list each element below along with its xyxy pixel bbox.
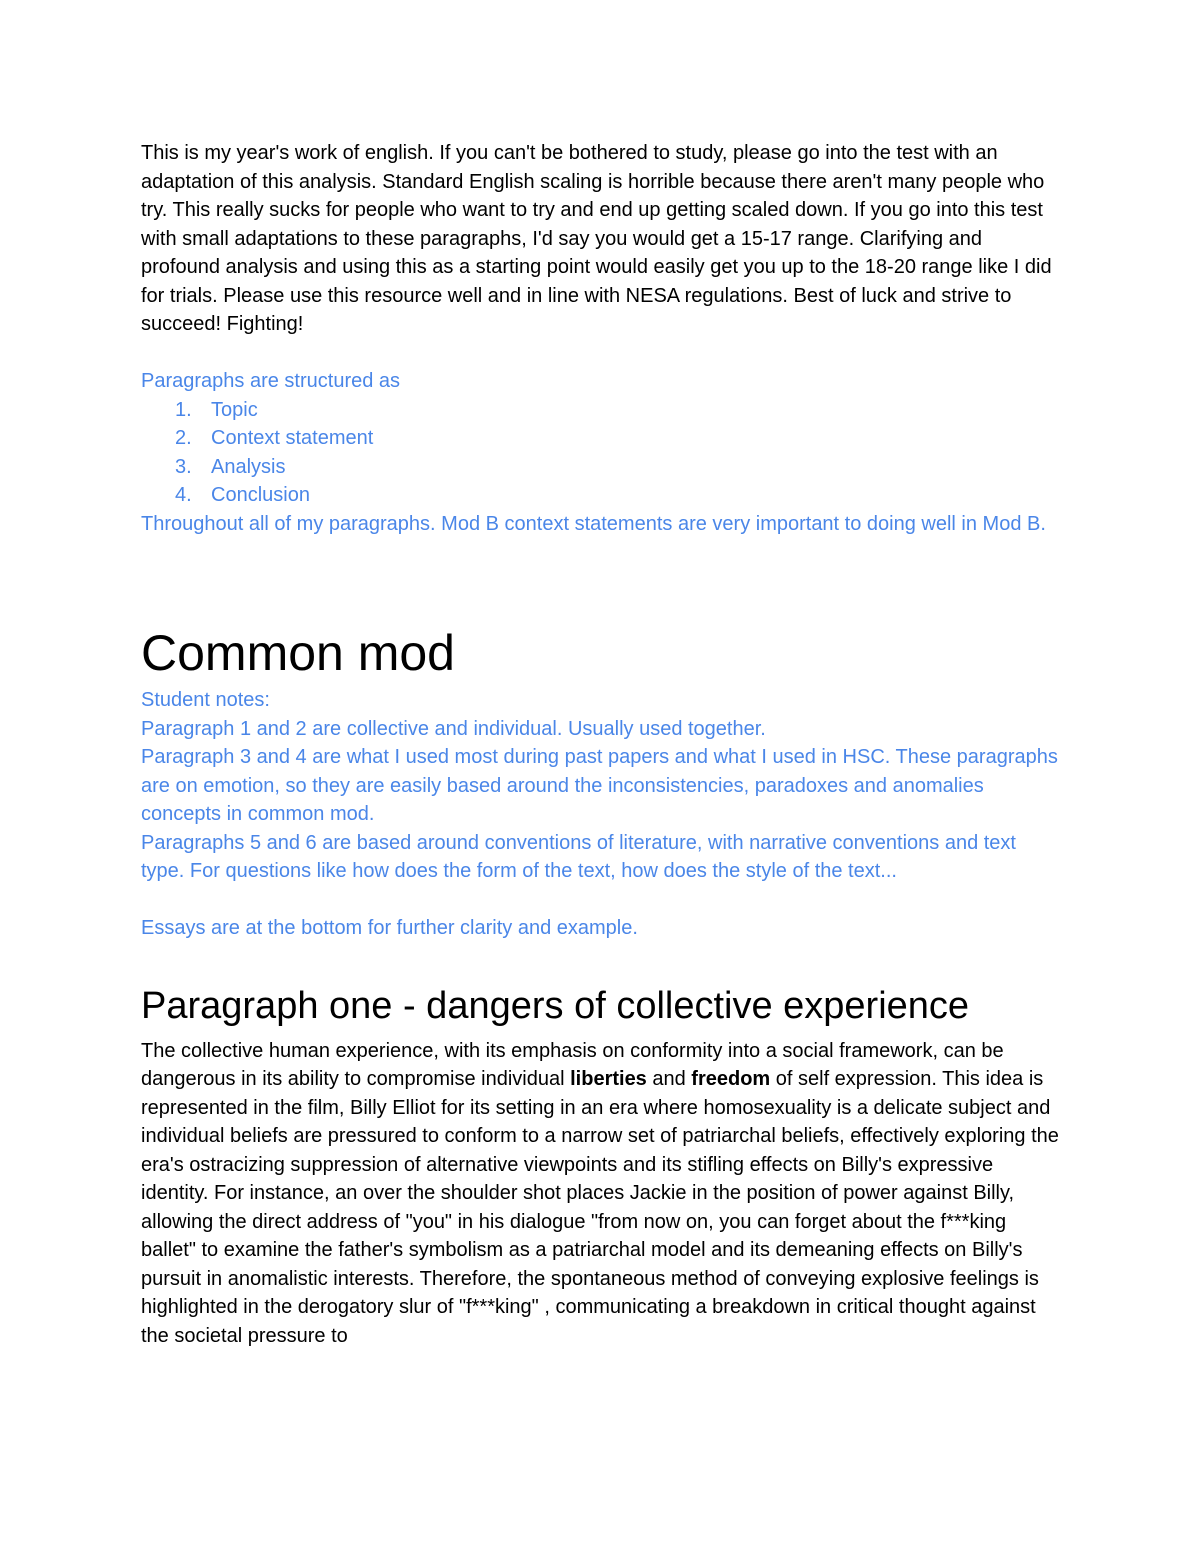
student-note: Paragraph 3 and 4 are what I used most during past papers and what I used in HSC. These paragraphs are on emotion, so they are easily based around the inconsistencies, paradoxes and anomalies concepts in common mod. xyxy=(141,746,1058,825)
bold-term-freedom: freedom xyxy=(691,1068,771,1090)
list-item xyxy=(141,453,1061,482)
list-item-number: 2. xyxy=(175,427,192,449)
list-item xyxy=(141,396,1061,425)
list-item xyxy=(141,424,1061,453)
list-item-number: 4. xyxy=(175,484,192,506)
spacer xyxy=(141,886,1061,915)
spacer xyxy=(141,1029,1061,1037)
spacer xyxy=(141,943,1061,983)
intro-paragraph: This is my year's work of english. If you can't be bothered to study, please go into the test with an adaptation of this analysis. Standard English scaling is horrible because there aren't many people who try. This really sucks for people who want to try and end up getting scaled down. If you go into this test with small adaptations to these paragraphs, I'd say you would get a 15-17 range. Clarifying and profound analysis and using this as a starting point would easily get you up to the 18-20 range like I did for trials. Please use this resource well and in line with NESA regulations. Best of luck and strive to succeed! Fighting! xyxy=(141,142,1052,335)
spacer xyxy=(141,339,1061,368)
list-item-label: Conclusion xyxy=(211,484,310,506)
student-note: Paragraphs 5 and 6 are based around conventions of literature, with narrative conventions and text type. For questions like how does the form of the text, how does the style of the text... xyxy=(141,831,1016,882)
bold-term-liberties: liberties xyxy=(570,1068,647,1090)
paragraph-one-heading: Paragraph one - dangers of collective experience xyxy=(141,984,970,1027)
section-title-common-mod: Common mod xyxy=(141,625,455,681)
essays-note: Essays are at the bottom for further clarity and example. xyxy=(141,917,638,939)
list-item-number: 1. xyxy=(175,398,192,421)
structure-list xyxy=(141,396,1061,510)
student-notes-heading: Student notes: xyxy=(141,689,270,711)
document-page xyxy=(141,139,1061,1350)
list-item-label: Context statement xyxy=(211,427,374,449)
list-item-label: Analysis xyxy=(211,455,286,478)
body-text: The collective human experience, with its emphasis on conformity into a social framework, can be dangerous in its ability to compromise individual xyxy=(141,1039,1004,1090)
body-text: and xyxy=(646,1068,692,1090)
list-item-label: Topic xyxy=(211,398,258,421)
paragraph-one-body xyxy=(141,1037,1061,1351)
body-text: of self expression. This idea is represented in the film, Billy Elliot for its setting in an era where homosexuality is a delicate subject and individual beliefs are pressured to conform to a narrow set of patriarchal beliefs, effectively exploring the era's ostracizing suppression of alternative viewpoints and its stifling effects on Billy's expressive identity. For instance, an over the shoulder shot places Jackie in the position of power against Billy, allowing the direct address of "you" in his dialogue "from now on, you can forget about the f***king ballet" to examine the father's symbolism as a patriarchal model and its demeaning effects on Billy's pursuit in anomalistic interests. Therefore, the spontaneous method of conveying explosive feelings is highlighted in the derogatory slur of "f***king" , communicating a breakdown in critical thought against the societal pressure to xyxy=(141,1068,1059,1347)
list-item-number: 3. xyxy=(175,455,192,478)
structure-note: Throughout all of my paragraphs. Mod B context statements are very important to doing well in Mod B. xyxy=(141,512,1046,535)
spacer xyxy=(141,538,1061,623)
student-note: Paragraph 1 and 2 are collective and individual. Usually used together. xyxy=(141,717,766,740)
structure-heading: Paragraphs are structured as xyxy=(141,370,401,392)
list-item xyxy=(141,481,1061,510)
